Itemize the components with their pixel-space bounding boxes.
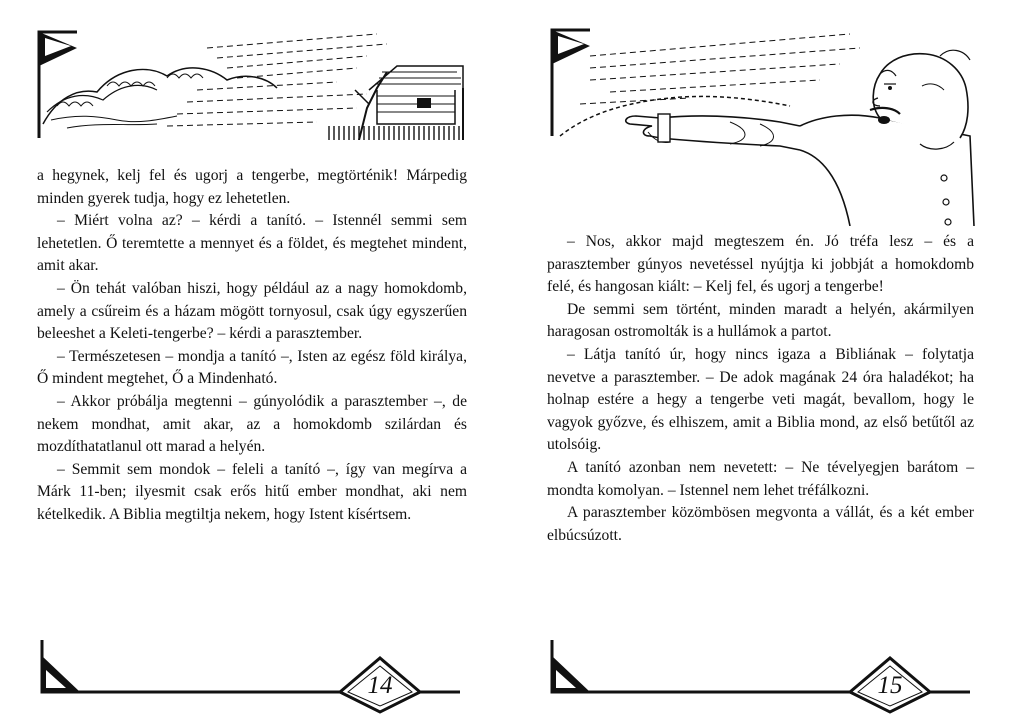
paragraph: – Akkor próbálja megtenni – gúnyolódik a parasztember –, de nekem mondhat, amit akar, az a homokdomb szilárdan és mozdíthatatlanul ott marad a helyén. [37, 392, 467, 456]
pointing-man-illustration [550, 26, 978, 226]
right-page [505, 0, 1010, 722]
landscape-illustration [37, 28, 467, 140]
paragraph: – Semmit sem mondok – feleli a tanító –, így van megírva a Márk 11-ben; ilyesmit csak erős hitű ember mondhat, aki nem kételkedik. A Biblia megtiltja nekem, hogy Istent kísértsem. [37, 460, 467, 523]
paragraph: – Látja tanító úr, hogy nincs igaza a Bibliának – folytatja nevetve a parasztember. – De adok magának 24 óra haladékot; ha holnap estére a hegy a tengerbe veti magát, bevallom, hogy le vagyok győzve, és elhiszem, amit a Biblia mond, az első betűtől az utolsóig. [547, 345, 974, 454]
paragraph: – Ön tehát valóban hiszi, hogy például az a nagy homokdomb, amely a csűreim és a házam mögött tornyosul, csak úgy egyszerűen beleeshet a Keleti-tengerbe? – kérdi a parasztember. [37, 279, 467, 343]
paragraph: A tanító azonban nem nevetett: – Ne tévelyegjen barátom – mondta komolyan. – Istennel nem lehet tréfálkozni. [547, 458, 974, 499]
footer-ornament [40, 636, 470, 716]
paragraph: a hegynek, kelj fel és ugorj a tengerbe, megtörténik! Márpedig minden gyerek tudja, hogy ez lehetetlen. [37, 167, 467, 207]
left-page-text [37, 165, 467, 527]
page-number: 14 [367, 672, 393, 699]
paragraph: – Nos, akkor majd megteszem én. Jó tréfa lesz – és a parasztember gúnyos nevetéssel nyújtja ki jobbját a homokdomb felé, és hangosan kiált: – Kelj fel, és ugorj a tengerbe! [547, 233, 974, 296]
paragraph: – Miért volna az? – kérdi a tanító. – Istennél semmi sem lehetetlen. Ő teremtette a mennyet és a földet, és megtehet mindent, amit akar. [37, 212, 467, 275]
footer-ornament [550, 636, 980, 716]
right-page-text [547, 231, 974, 547]
page-number: 15 [877, 672, 903, 699]
paragraph: A parasztember közömbösen megvonta a vállát, és a két ember elbúcsúzott. [547, 504, 974, 544]
paragraph: – Természetesen – mondja a tanító –, Isten az egész föld királya, Ő mindent megtehet, Ő a Mindenható. [37, 347, 467, 388]
paragraph: De semmi sem történt, minden maradt a helyén, akármilyen haragosan ostromolták is a hullámok a partot. [547, 300, 974, 341]
